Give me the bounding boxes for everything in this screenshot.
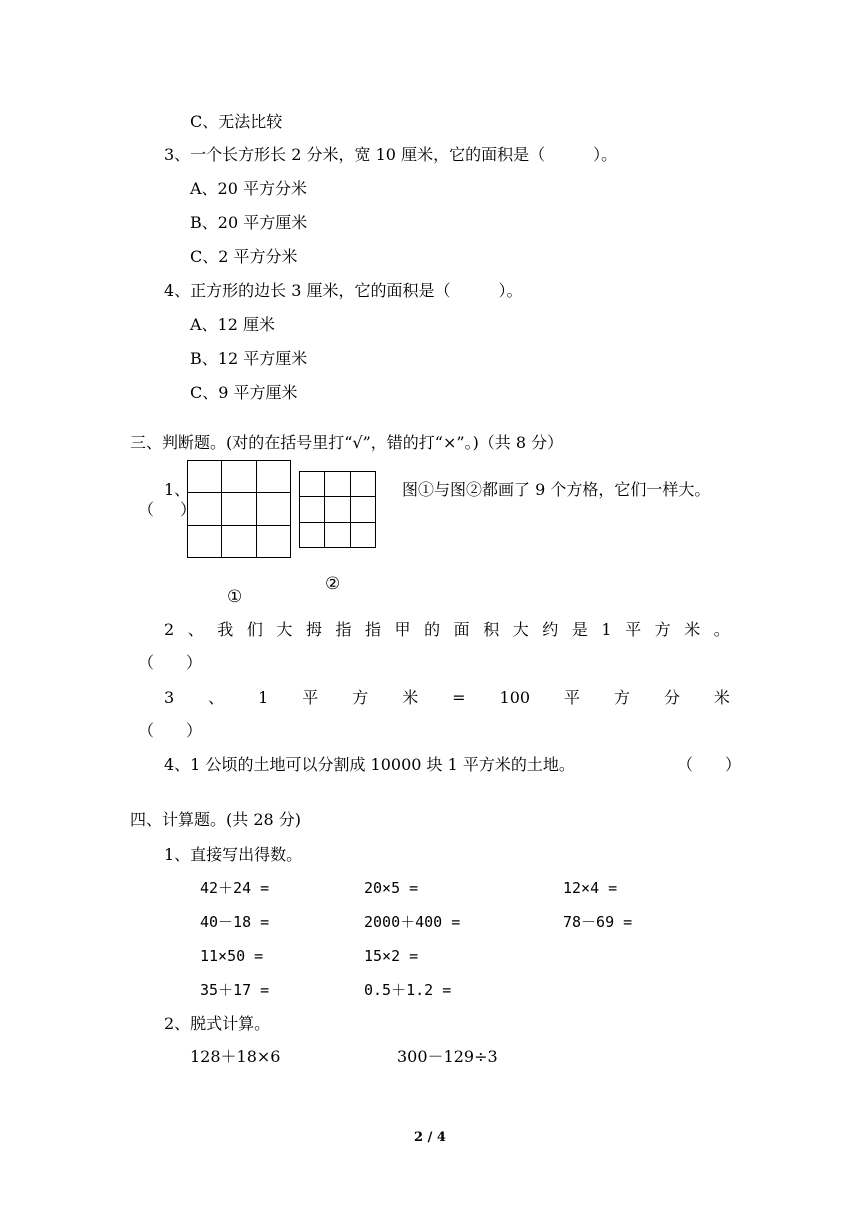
calc-item: 20×5 = [364,879,419,897]
calc-sub1-title: 1、直接写出得数。 [164,845,303,864]
judge2-token: 、 [187,620,204,639]
judge3-token: 分 [663,688,680,707]
q3-option-b: B、20 平方厘米 [190,213,308,232]
figure-1-label: ① [227,587,243,607]
calc-item: 0.5＋1.2 = [364,981,452,999]
judge3-token: = [452,688,466,707]
calc-item: 42＋24 = [200,879,270,897]
judge1-statement: 图①与图②都画了 9 个方格，它们一样大。 [402,480,711,499]
judge2-statement [164,620,730,640]
q2-option-c: C、无法比较 [190,112,283,131]
judge2-token: 。 [713,620,730,639]
judge2-token: 甲 [394,620,411,639]
calc-item: 78－69 = [563,913,633,931]
q3-option-c: C、2 平方分米 [190,247,298,266]
judge1-paren-open: （ [138,500,155,519]
calc-item: 40－18 = [200,913,270,931]
judge2-token: 米 [684,620,701,639]
calc-item: 35＋17 = [200,981,270,999]
figure-2-label: ② [325,574,341,594]
judge1-number: 1、 [164,480,191,499]
calc-item: 2000＋400 = [364,913,461,931]
page-number: 2 / 4 [414,1130,446,1145]
judge2-token: 拇 [305,620,322,639]
judge3-statement [164,688,730,708]
judge2-token: 方 [654,620,671,639]
judge3-token: 方 [352,688,369,707]
judge3-token: 1 [258,688,269,707]
judge1-paren-close: ） [180,500,197,519]
calc-item: 11×50 = [200,947,264,965]
q4-option-c: C、9 平方厘米 [190,383,298,402]
judge2-token: 2 [164,620,175,639]
judge2-token: 指 [335,620,352,639]
calc-item: 15×2 = [364,947,419,965]
judge3-token: 米 [402,688,419,707]
q3-stem: 3、一个长方形长 2 分米，宽 10 厘米，它的面积是（ ）。 [164,145,618,164]
judge2-paren: （ ） [138,653,203,672]
judge2-token: 约 [542,620,559,639]
judge2-token: 是 [571,620,588,639]
q4-option-a: A、12 厘米 [190,315,276,334]
judge3-paren: （ ） [138,721,203,740]
section3-heading: 三、判断题。(对的在括号里打“√”，错的打“×”。)（共 8 分） [130,433,564,452]
judge2-token: 平 [625,620,642,639]
judge3-token: 、 [208,688,225,707]
judge3-token: 平 [564,688,581,707]
judge2-token: 面 [453,620,470,639]
stepwise-expr-2: 300－129÷3 [397,1047,498,1066]
figure-2-grid [299,471,376,548]
judge2-token: 指 [365,620,382,639]
judge2-token: 的 [424,620,441,639]
judge3-token: 3 [164,688,175,707]
judge4-paren: （ ） [677,755,742,774]
judge3-token: 方 [613,688,630,707]
judge2-token: 们 [246,620,263,639]
figure-1-grid [187,460,291,558]
judge2-token: 积 [483,620,500,639]
q4-option-b: B、12 平方厘米 [190,349,308,368]
judge3-token: 平 [302,688,319,707]
judge2-token: 大 [276,620,293,639]
judge4-statement: 4、1 公顷的土地可以分割成 10000 块 1 平方米的土地。 [164,755,575,774]
judge3-token: 米 [713,688,730,707]
judge2-token: 大 [512,620,529,639]
q4-stem: 4、正方形的边长 3 厘米，它的面积是（ ）。 [164,281,523,300]
judge2-token: 我 [217,620,234,639]
calc-sub2-title: 2、脱式计算。 [164,1014,271,1033]
section4-heading: 四、计算题。(共 28 分) [130,810,302,829]
judge3-token: 100 [499,688,531,707]
stepwise-expr-1: 128＋18×6 [190,1047,281,1066]
q3-option-a: A、20 平方分米 [190,179,308,198]
calc-item: 12×4 = [563,879,618,897]
judge2-token: 1 [601,620,612,639]
